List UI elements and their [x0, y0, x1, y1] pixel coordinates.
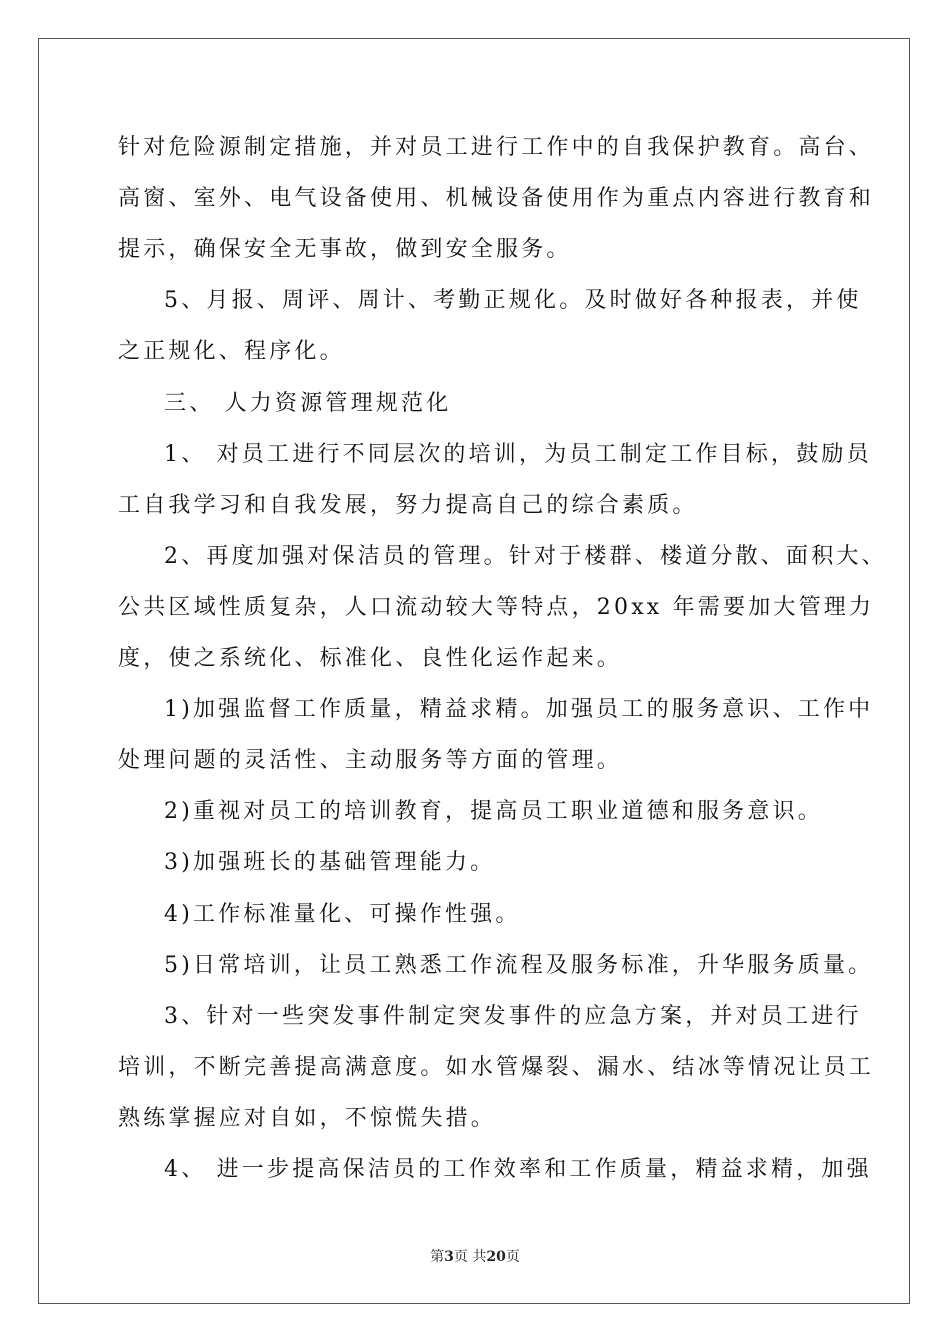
footer-current-page: 3 — [444, 1249, 454, 1265]
paragraph-line: 2)重视对员工的培训教育，提高员工职业道德和服务意识。 — [164, 799, 823, 825]
footer-suffix: 页 — [505, 1249, 520, 1265]
paragraph-line: 5)日常培训，让员工熟悉工作流程及服务标准，升华服务质量。 — [164, 952, 874, 978]
paragraph-line: 工自我学习和自我发展，努力提高自己的综合素质。 — [118, 492, 698, 518]
footer-mid: 页 共 — [453, 1249, 487, 1265]
paragraph-line: 熟练掌握应对自如，不惊慌失措。 — [118, 1105, 497, 1131]
paragraph-line: 高窗、室外、电气设备使用、机械设备使用作为重点内容进行教育和 — [118, 186, 875, 212]
paragraph-line: 提示，确保安全无事故，做到安全服务。 — [118, 237, 572, 263]
paragraph-line: 之正规化、程序化。 — [118, 339, 345, 365]
paragraph-line: 3、针对一些突发事件制定突发事件的应急方案，并对员工进行 — [164, 1003, 862, 1029]
paragraph-line: 1)加强监督工作质量，精益求精。加强员工的服务意识、工作中 — [164, 697, 874, 723]
paragraph-line: 5、月报、周评、周计、考勤正规化。及时做好各种报表，并使 — [164, 288, 862, 314]
paragraph-line: 处理问题的灵活性、主动服务等方面的管理。 — [118, 748, 623, 774]
footer-prefix: 第 — [430, 1249, 445, 1265]
paragraph-line: 4)工作标准量化、可操作性强。 — [164, 901, 521, 927]
paragraph-line: 培训，不断完善提高满意度。如水管爆裂、漏水、结冰等情况让员工 — [118, 1054, 875, 1080]
paragraph-line: 3)加强班长的基础管理能力。 — [164, 850, 496, 876]
paragraph-line: 1、 对员工进行不同层次的培训，为员工制定工作目标，鼓励员 — [164, 441, 872, 467]
footer-total-pages: 20 — [486, 1249, 506, 1265]
page-footer — [0, 1246, 950, 1266]
paragraph-line: 度，使之系统化、标准化、良性化运作起来。 — [118, 646, 623, 671]
paragraph-line: 2、再度加强对保洁员的管理。针对于楼群、楼道分散、面积大、 — [164, 543, 887, 569]
paragraph-line: 针对危险源制定措施，并对员工进行工作中的自我保护教育。高台、 — [118, 135, 875, 160]
paragraph-line: 4、 进一步提高保洁员的工作效率和工作质量，精益求精，加强 — [164, 1157, 872, 1182]
paragraph-line: 三、 人力资源管理规范化 — [164, 390, 452, 416]
paragraph-line: 公共区域性质复杂，人口流动较大等特点，20xx 年需要加大管理力 — [118, 594, 875, 620]
